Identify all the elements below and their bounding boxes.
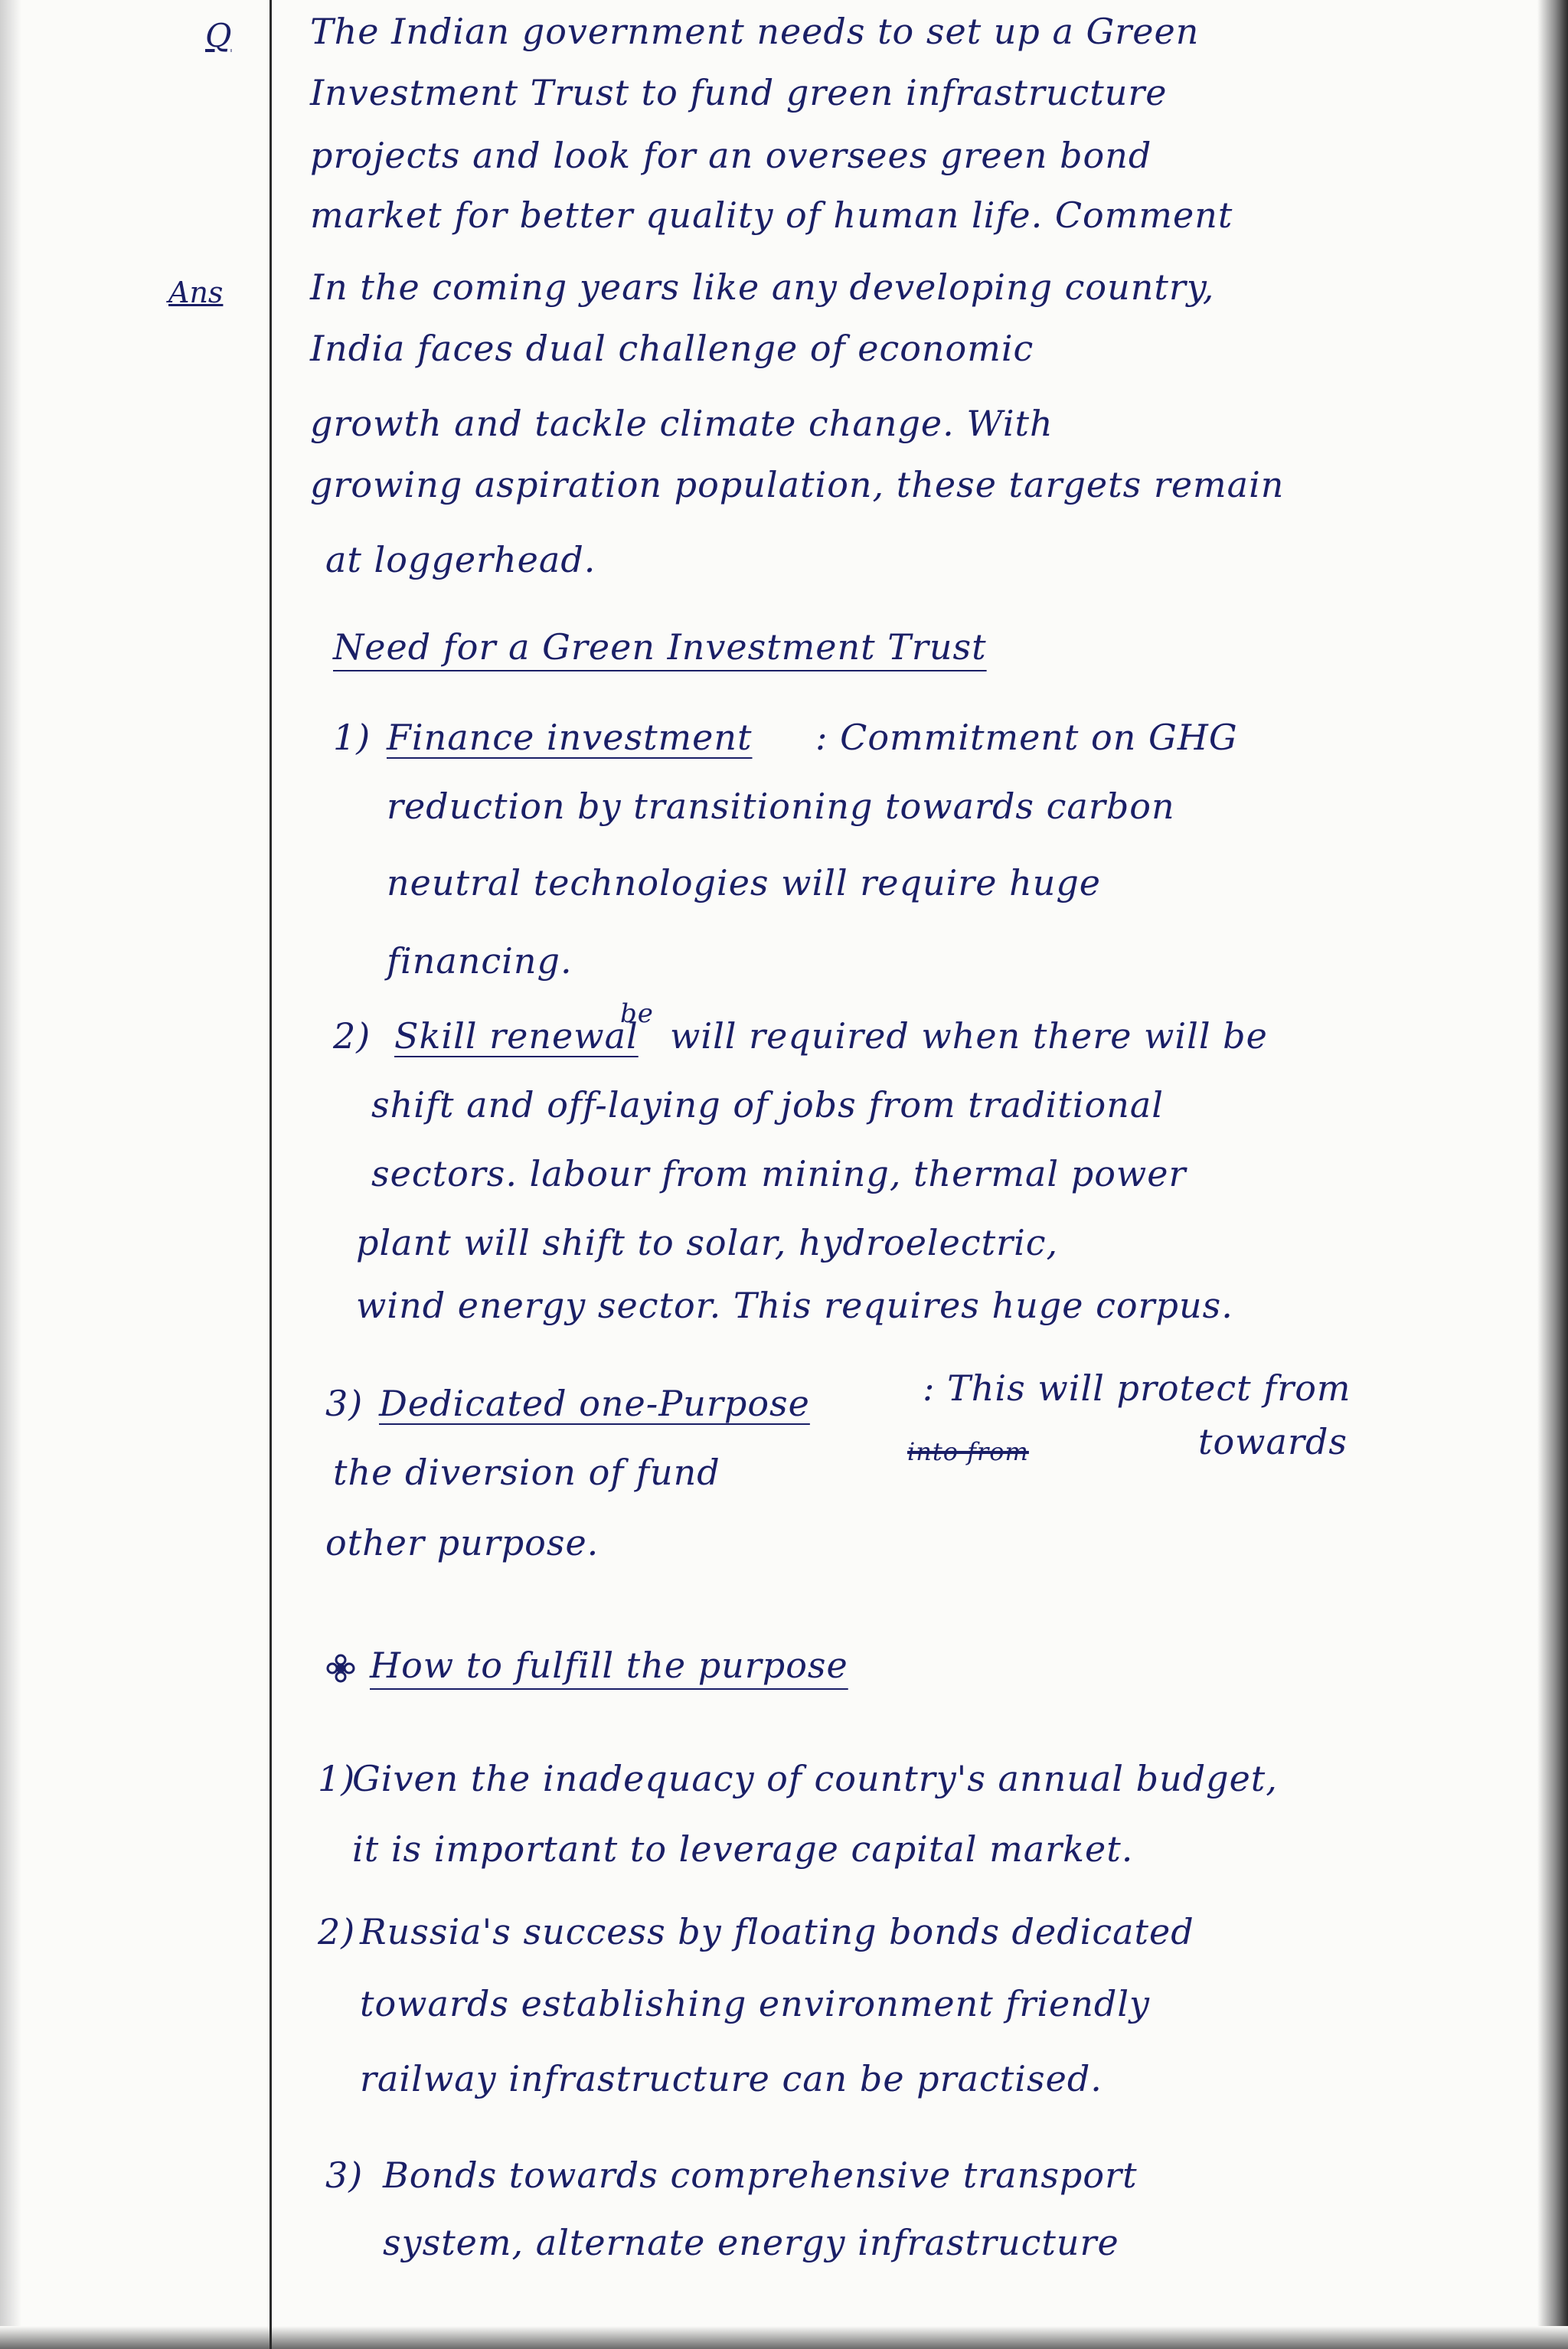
answer-marker: Ans xyxy=(168,276,224,309)
point-line: towards xyxy=(1198,1421,1348,1462)
point-number: 1) xyxy=(333,717,371,758)
question-line: The Indian government needs to set up a Green xyxy=(310,11,1200,52)
question-line: Investment Trust to fund green infrastructure xyxy=(310,72,1168,113)
page-edge-bottom xyxy=(0,2326,1568,2349)
point-line xyxy=(620,998,654,1054)
section-heading-need: Need for a Green Investment Trust xyxy=(333,626,987,668)
page-edge-right xyxy=(1537,0,1568,2349)
intro-line: growing aspiration population, these targets remain xyxy=(310,464,1285,505)
intro-line: India faces dual challenge of economic xyxy=(310,328,1034,369)
flower-bullet-icon xyxy=(325,1653,356,1684)
question-marker: Q xyxy=(205,17,232,54)
point-number: 2) xyxy=(318,1911,356,1952)
point-line: it is important to leverage capital market. xyxy=(352,1828,1134,1870)
point-line: Bonds towards comprehensive transport xyxy=(383,2155,1138,2196)
intro-line: at loggerhead. xyxy=(325,539,596,580)
section-heading-how xyxy=(325,1645,848,1686)
point-title: Dedicated one-Purpose xyxy=(379,1383,810,1424)
point-line: the diversion of fund xyxy=(333,1452,720,1493)
point-title: Finance investment xyxy=(387,717,753,758)
point-line: reduction by transitioning towards carbon xyxy=(387,786,1175,827)
point-number: 3) xyxy=(325,1383,364,1424)
point-line: Russia's success by floating bonds dedicated xyxy=(360,1911,1194,1952)
point-number: 3) xyxy=(325,2155,364,2196)
point-line: : Commitment on GHG xyxy=(815,717,1238,758)
point-number: 2) xyxy=(333,1015,371,1057)
point-number: 1) xyxy=(318,1758,356,1799)
section-heading-text: How to fulfill the purpose xyxy=(370,1645,848,1686)
margin-line xyxy=(270,0,272,2349)
point-line: towards establishing environment friendly xyxy=(360,1983,1151,2024)
point-line: will required when there will be xyxy=(670,1015,1268,1057)
point-line: wind energy sector. This requires huge corpus. xyxy=(356,1285,1233,1326)
point-title: Skill renewal xyxy=(394,1015,639,1057)
question-line: projects and look for an oversees green bond xyxy=(310,135,1152,176)
point-line: railway infrastructure can be practised. xyxy=(360,2058,1102,2099)
inserted-word: be xyxy=(620,998,654,1029)
point-line: sectors. labour from mining, thermal power xyxy=(371,1153,1187,1194)
point-line: : This will protect from xyxy=(923,1367,1351,1409)
page-edge-left xyxy=(0,0,21,2349)
point-line: other purpose. xyxy=(325,1522,599,1563)
question-line: market for better quality of human life. Comment xyxy=(310,194,1233,236)
struck-text: into from xyxy=(907,1437,1029,1466)
point-line: shift and off-laying of jobs from traditional xyxy=(371,1084,1165,1125)
intro-line: growth and tackle climate change. With xyxy=(310,403,1054,444)
point-line: neutral technologies will require huge xyxy=(387,862,1102,903)
point-line: system, alternate energy infrastructure xyxy=(383,2222,1119,2263)
point-line: Given the inadequacy of country's annual budget, xyxy=(352,1758,1278,1799)
point-line: plant will shift to solar, hydroelectric, xyxy=(356,1222,1059,1263)
point-line: financing. xyxy=(387,940,573,982)
intro-line: In the coming years like any developing country, xyxy=(310,266,1215,308)
